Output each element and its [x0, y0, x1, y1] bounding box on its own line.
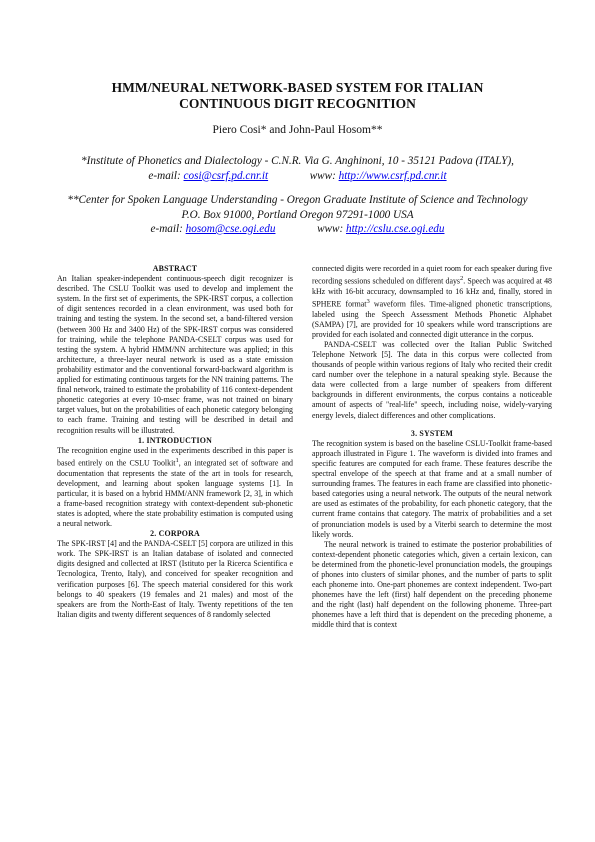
- right-column: [312, 264, 552, 631]
- paper-title: [60, 80, 535, 112]
- footnote-mark-2: 2: [459, 275, 464, 283]
- affiliation-1-address: *Institute of Phonetics and Dialectology - C.N.R. Via G. Anghinoni, 10 - 35121 Padova (ITALY),: [81, 155, 514, 167]
- email-label: e-mail:: [150, 223, 183, 235]
- affiliation-2: [20, 193, 575, 237]
- www-link-cslu[interactable]: http://cslu.cse.ogi.edu: [345, 223, 445, 235]
- abstract-text: An Italian speaker-independent continuous-speech digit recognizer is described. The CSLU Toolkit was used to develop and implement the system. In the first set of experiments, the SPK-IRST corpus, a collection of digit sentences recorded in a clean environment, was used both for training and testing the system. In the second set, a band-filtered version (between 300 Hz and 3400 Hz) of the SPK-IRST corpus was considered for training, while the telephone PANDA-CSELT corpus was used for testing the system. A hybrid HMM/NN architecture was applied; in this architecture, a three-layer neural network is used as a state emission probability estimator and the conventional forward-backward algorithm is applied for estimating continuous targets for the NN training patterns. The final network, trained to estimate the probability of 116 context-dependent phonetic categories at every 10-msec frame, was not trained on binary target values, but on the probabilities of each phonetic category belonging to each frame. Training and testing will be described in detail and recognition results will be illustrated.: [57, 274, 293, 435]
- www-label: www:: [309, 169, 336, 182]
- system-paragraph-2: The neural network is trained to estimate the posterior probabilities of context-dependent phonetic categories which, given a certain lexicon, can be determined from the phonetic-level pronunciation models, the groupings of phones into clusters of similar phones, and the number of parts to split each phoneme into. One-part phonemes are context independent. Two-part phonemes have the left (first) half dependent on the preceding phoneme and the right (last) half dependent on the following phoneme. Three-part phonemes have a left third that is dependent on the preceding phoneme, a middle third that is context: [312, 539, 552, 630]
- introduction-heading: 1. INTRODUCTION: [137, 435, 213, 445]
- corpora-text-continued: connected digits were recorded in a quiet room for each speaker during five recording sessions scheduled on different days$^2$. Speech was acquired at 48 kHz with 16-bit accuracy, downsampled to 16 kHz and, finally, stored in SPHERE format$^3$ waveform files. Time-aligned phonetic transcriptions, labeled using the Speech Assessment Methods Phonetic Alphabet (SAMPA) [7], are provided for 10 speakers while word transcriptions are provided for each isolated and connected digit utterance in the corpus.: [312, 264, 552, 339]
- title-line-1: HMM/NEURAL NETWORK-BASED SYSTEM FOR ITALIAN: [111, 80, 484, 95]
- system-paragraph-1: The recognition system is based on the baseline CSLU-Toolkit frame-based approach illustrated in Figure 1. The waveform is divided into frames and specific features are computed for each frame. These features describe the spectral envelope of the speech at that frame and at a small number of surrounding frames. The features in each frame are classified into phonetic-based categories using a neural network. The outputs of the neural network are used as estimates of the probability, for each phonetic category, that the current frame contains that category. The matrix of probabilities and a set of pronunciation models is used by a Viterbi search to determine the most likely words.: [312, 438, 552, 539]
- corpora-text: The SPK-IRST [4] and the PANDA-CSELT [5] corpora are utilized in this work. The SPK-IRST is an Italian database of isolated and connected digits designed and collected at IRST (Istituto per la Ricerca Scientifica e Tecnologica, Trento, Italy), and conceived for speaker recognition and verification purposes [6]. The speech material considered for this work belongs to 40 speakers (19 females and 21 males) and most of the speakers are from the North-East of Italy. Twenty repetitions of the ten Italian digits and twenty different sequences of 8 randomly selected: [57, 539, 293, 619]
- authors: Piero Cosi* and John-Paul Hosom**: [212, 124, 383, 136]
- www-label: www:: [317, 223, 344, 235]
- footnote-mark-1: 1: [175, 456, 179, 464]
- affiliation-2-name: **Center for Spoken Language Understanding - Oregon Graduate Institute of Science and Technology: [67, 194, 528, 206]
- footnote-mark-3: 3: [366, 297, 370, 305]
- title-line-2: CONTINUOUS DIGIT RECOGNITION: [179, 96, 416, 111]
- affiliation-1-contact: [20, 169, 575, 184]
- www-link-csrf[interactable]: http://www.csrf.pd.cnr.it: [338, 169, 447, 182]
- email-link-hosom[interactable]: hosom@cse.ogi.edu: [185, 223, 276, 235]
- abstract-heading: ABSTRACT: [152, 264, 198, 273]
- panda-cselt-paragraph: PANDA-CSELT was collected over the Italian Public Switched Telephone Network [5]. The data in this corpus were collected from thousands of people within various regions of Italy who recited their credit card number over the telephone in a natural speaking style. Because the data were collected from a large number of speakers from different backgrounds in different environments, the corpus contains a noticeable amount of aspects of "real-life" speech, including noise, widely-varying energy levels, dialect differences and other complications.: [312, 339, 552, 420]
- left-column: [57, 264, 293, 620]
- affiliation-1: [20, 154, 575, 183]
- system-heading: 3. SYSTEM: [410, 428, 454, 438]
- email-link-cosi[interactable]: cosi@csrf.pd.cnr.it: [183, 169, 269, 182]
- introduction-text: The recognition engine used in the experiments described in this paper is based entirely on the CSLU Toolkit$^1$, an integrated set of software and documentation that represents the state of the art in tools for research, development, and learning about spoken language systems [1]. In particular, it is based on a hybrid HMM/ANN framework [2, 3], in which a frame-based recognition strategy with context-dependent sub-phonetic states is adopted, where the state probability estimation is computed using a neural network.: [57, 445, 293, 528]
- affiliation-2-contact: [20, 222, 575, 237]
- email-label: e-mail:: [148, 169, 181, 182]
- affiliation-2-address: P.O. Box 91000, Portland Oregon 97291-1000 USA: [181, 208, 414, 221]
- corpora-heading: 2. CORPORA: [150, 529, 200, 539]
